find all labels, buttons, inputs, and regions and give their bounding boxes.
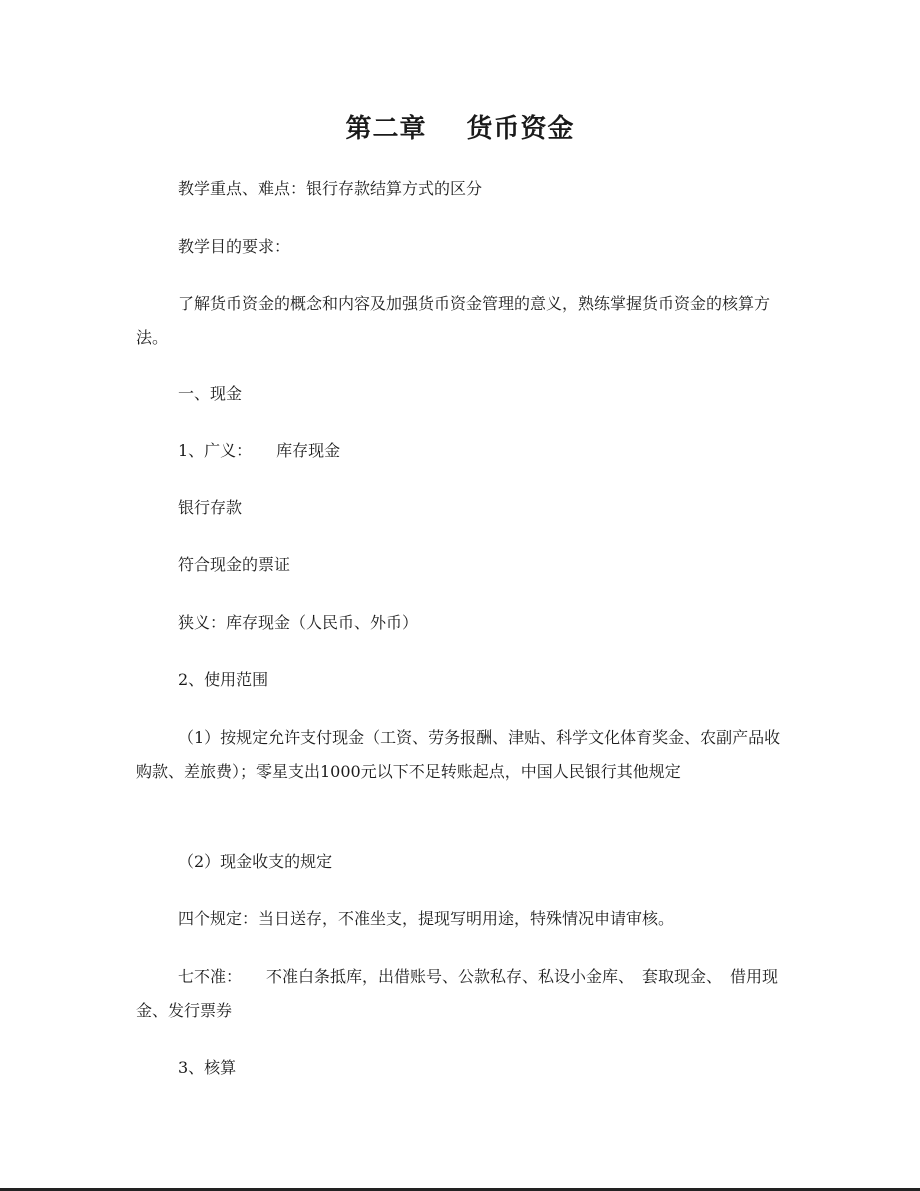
paragraph-key-points: 教学重点、难点：银行存款结算方式的区分 bbox=[178, 179, 483, 198]
subsection-heading-accounting: 3、核算 bbox=[178, 1058, 237, 1077]
paragraph-seven-prohibitions: 七不准： 不准白条抵库，出借账号、公款私存、私设小金库、 套取现金、 借用现金、发行票券 bbox=[136, 967, 779, 1020]
chapter-name: 货币资金 bbox=[466, 114, 575, 144]
paragraph-broad-definition: 1、广义： 库存现金 bbox=[178, 441, 341, 460]
section-heading-cash: 一、现金 bbox=[178, 384, 243, 403]
paragraph-objectives-heading: 教学目的要求： bbox=[178, 237, 291, 256]
subsection-heading-scope: 2、使用范围 bbox=[178, 670, 269, 689]
paragraph-narrow-definition: 狭义：库存现金（人民币、外币） bbox=[178, 613, 419, 632]
chapter-number: 第二章 bbox=[345, 114, 427, 144]
paragraph-scope-rule-1: （1）按规定允许支付现金（工资、劳务报酬、津贴、科学文化体育奖金、农副产品收购款、差旅费）；零星支出1000元以下不足转账起点，中国人民银行其他规定 bbox=[136, 728, 781, 781]
paragraph-objectives: 了解货币资金的概念和内容及加强货币资金管理的意义，熟练掌握货币资金的核算方法。 bbox=[136, 294, 771, 347]
paragraph-cash-vouchers: 符合现金的票证 bbox=[178, 555, 291, 574]
paragraph-bank-deposit: 银行存款 bbox=[178, 498, 243, 517]
paragraph-four-rules: 四个规定：当日送存，不准坐支，提现写明用途，特殊情况申请审核。 bbox=[178, 909, 675, 928]
paragraph-scope-rule-2: （2）现金收支的规定 bbox=[178, 852, 333, 871]
chapter-title bbox=[0, 108, 920, 145]
